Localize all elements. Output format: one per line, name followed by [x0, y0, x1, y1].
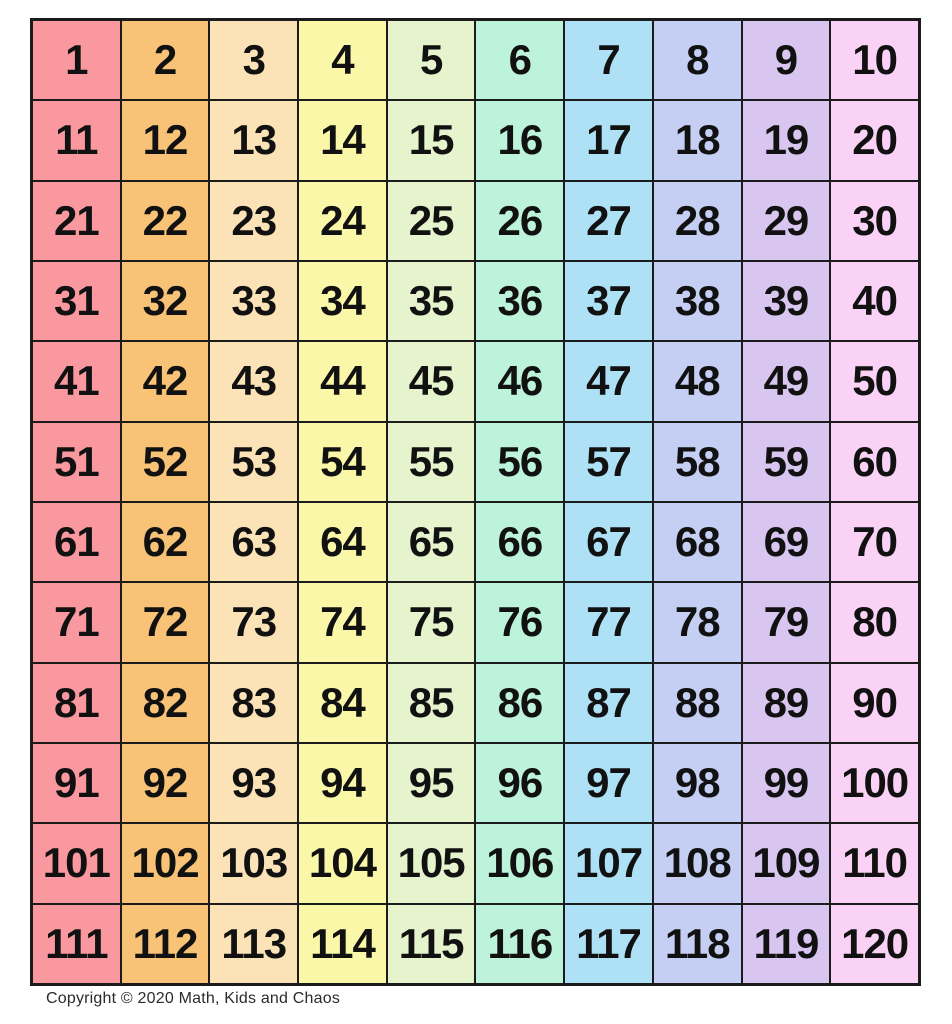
grid-cell-98: 98	[653, 743, 742, 823]
grid-cell-54: 54	[298, 422, 387, 502]
grid-cell-35: 35	[387, 261, 476, 341]
grid-cell-88: 88	[653, 663, 742, 743]
grid-cell-38: 38	[653, 261, 742, 341]
grid-cell-52: 52	[121, 422, 210, 502]
grid-cell-64: 64	[298, 502, 387, 582]
grid-cell-68: 68	[653, 502, 742, 582]
grid-cell-91: 91	[32, 743, 121, 823]
grid-cell-20: 20	[830, 100, 919, 180]
grid-cell-105: 105	[387, 823, 476, 903]
grid-cell-34: 34	[298, 261, 387, 341]
grid-cell-50: 50	[830, 341, 919, 421]
grid-cell-6: 6	[475, 20, 564, 100]
grid-cell-49: 49	[742, 341, 831, 421]
grid-cell-9: 9	[742, 20, 831, 100]
grid-cell-85: 85	[387, 663, 476, 743]
grid-cell-73: 73	[209, 582, 298, 662]
grid-cell-67: 67	[564, 502, 653, 582]
grid-cell-71: 71	[32, 582, 121, 662]
grid-cell-94: 94	[298, 743, 387, 823]
grid-cell-65: 65	[387, 502, 476, 582]
grid-cell-3: 3	[209, 20, 298, 100]
grid-cell-31: 31	[32, 261, 121, 341]
grid-cell-116: 116	[475, 904, 564, 984]
grid-cell-81: 81	[32, 663, 121, 743]
grid-cell-103: 103	[209, 823, 298, 903]
grid-cell-80: 80	[830, 582, 919, 662]
grid-cell-63: 63	[209, 502, 298, 582]
grid-cell-32: 32	[121, 261, 210, 341]
grid-cell-12: 12	[121, 100, 210, 180]
grid-cell-8: 8	[653, 20, 742, 100]
grid-cell-77: 77	[564, 582, 653, 662]
grid-cell-62: 62	[121, 502, 210, 582]
grid-cell-75: 75	[387, 582, 476, 662]
grid-cell-79: 79	[742, 582, 831, 662]
grid-cell-92: 92	[121, 743, 210, 823]
grid-cell-95: 95	[387, 743, 476, 823]
grid-cell-18: 18	[653, 100, 742, 180]
grid-cell-2: 2	[121, 20, 210, 100]
grid-cell-5: 5	[387, 20, 476, 100]
grid-cell-44: 44	[298, 341, 387, 421]
grid-cell-48: 48	[653, 341, 742, 421]
grid-cell-72: 72	[121, 582, 210, 662]
grid-cell-93: 93	[209, 743, 298, 823]
number-grid	[30, 18, 921, 986]
grid-cell-7: 7	[564, 20, 653, 100]
grid-cell-56: 56	[475, 422, 564, 502]
grid-cell-107: 107	[564, 823, 653, 903]
grid-cell-89: 89	[742, 663, 831, 743]
grid-cell-33: 33	[209, 261, 298, 341]
grid-cell-16: 16	[475, 100, 564, 180]
grid-cell-13: 13	[209, 100, 298, 180]
grid-cell-113: 113	[209, 904, 298, 984]
grid-cell-57: 57	[564, 422, 653, 502]
grid-cell-17: 17	[564, 100, 653, 180]
grid-cell-4: 4	[298, 20, 387, 100]
grid-cell-51: 51	[32, 422, 121, 502]
grid-cell-60: 60	[830, 422, 919, 502]
grid-cell-87: 87	[564, 663, 653, 743]
grid-cell-43: 43	[209, 341, 298, 421]
grid-cell-78: 78	[653, 582, 742, 662]
grid-cell-115: 115	[387, 904, 476, 984]
grid-cell-101: 101	[32, 823, 121, 903]
grid-cell-27: 27	[564, 181, 653, 261]
grid-cell-39: 39	[742, 261, 831, 341]
grid-cell-106: 106	[475, 823, 564, 903]
grid-cell-14: 14	[298, 100, 387, 180]
grid-cell-97: 97	[564, 743, 653, 823]
copyright-text: Copyright © 2020 Math, Kids and Chaos	[46, 990, 341, 1007]
grid-cell-90: 90	[830, 663, 919, 743]
grid-cell-24: 24	[298, 181, 387, 261]
grid-cell-74: 74	[298, 582, 387, 662]
grid-cell-76: 76	[475, 582, 564, 662]
grid-cell-118: 118	[653, 904, 742, 984]
grid-cell-10: 10	[830, 20, 919, 100]
grid-cell-23: 23	[209, 181, 298, 261]
grid-cell-117: 117	[564, 904, 653, 984]
grid-cell-25: 25	[387, 181, 476, 261]
grid-cell-21: 21	[32, 181, 121, 261]
grid-cell-84: 84	[298, 663, 387, 743]
grid-cell-83: 83	[209, 663, 298, 743]
grid-cell-28: 28	[653, 181, 742, 261]
grid-cell-120: 120	[830, 904, 919, 984]
grid-cell-99: 99	[742, 743, 831, 823]
grid-cell-55: 55	[387, 422, 476, 502]
grid-cell-86: 86	[475, 663, 564, 743]
grid-cell-104: 104	[298, 823, 387, 903]
grid-cell-69: 69	[742, 502, 831, 582]
grid-cell-29: 29	[742, 181, 831, 261]
grid-cell-102: 102	[121, 823, 210, 903]
grid-cell-66: 66	[475, 502, 564, 582]
grid-cell-26: 26	[475, 181, 564, 261]
grid-cell-58: 58	[653, 422, 742, 502]
grid-cell-37: 37	[564, 261, 653, 341]
grid-cell-47: 47	[564, 341, 653, 421]
grid-cell-36: 36	[475, 261, 564, 341]
grid-cell-30: 30	[830, 181, 919, 261]
grid-cell-15: 15	[387, 100, 476, 180]
grid-cell-109: 109	[742, 823, 831, 903]
grid-cell-111: 111	[32, 904, 121, 984]
grid-cell-11: 11	[32, 100, 121, 180]
grid-cell-96: 96	[475, 743, 564, 823]
grid-cell-42: 42	[121, 341, 210, 421]
grid-cell-40: 40	[830, 261, 919, 341]
grid-cell-19: 19	[742, 100, 831, 180]
grid-cell-112: 112	[121, 904, 210, 984]
grid-cell-110: 110	[830, 823, 919, 903]
grid-cell-41: 41	[32, 341, 121, 421]
grid-cell-45: 45	[387, 341, 476, 421]
grid-cell-59: 59	[742, 422, 831, 502]
grid-cell-114: 114	[298, 904, 387, 984]
grid-cell-100: 100	[830, 743, 919, 823]
grid-cell-1: 1	[32, 20, 121, 100]
grid-cell-46: 46	[475, 341, 564, 421]
grid-cell-22: 22	[121, 181, 210, 261]
grid-cell-108: 108	[653, 823, 742, 903]
grid-cell-53: 53	[209, 422, 298, 502]
grid-cell-61: 61	[32, 502, 121, 582]
grid-cell-82: 82	[121, 663, 210, 743]
grid-cell-119: 119	[742, 904, 831, 984]
grid-cell-70: 70	[830, 502, 919, 582]
